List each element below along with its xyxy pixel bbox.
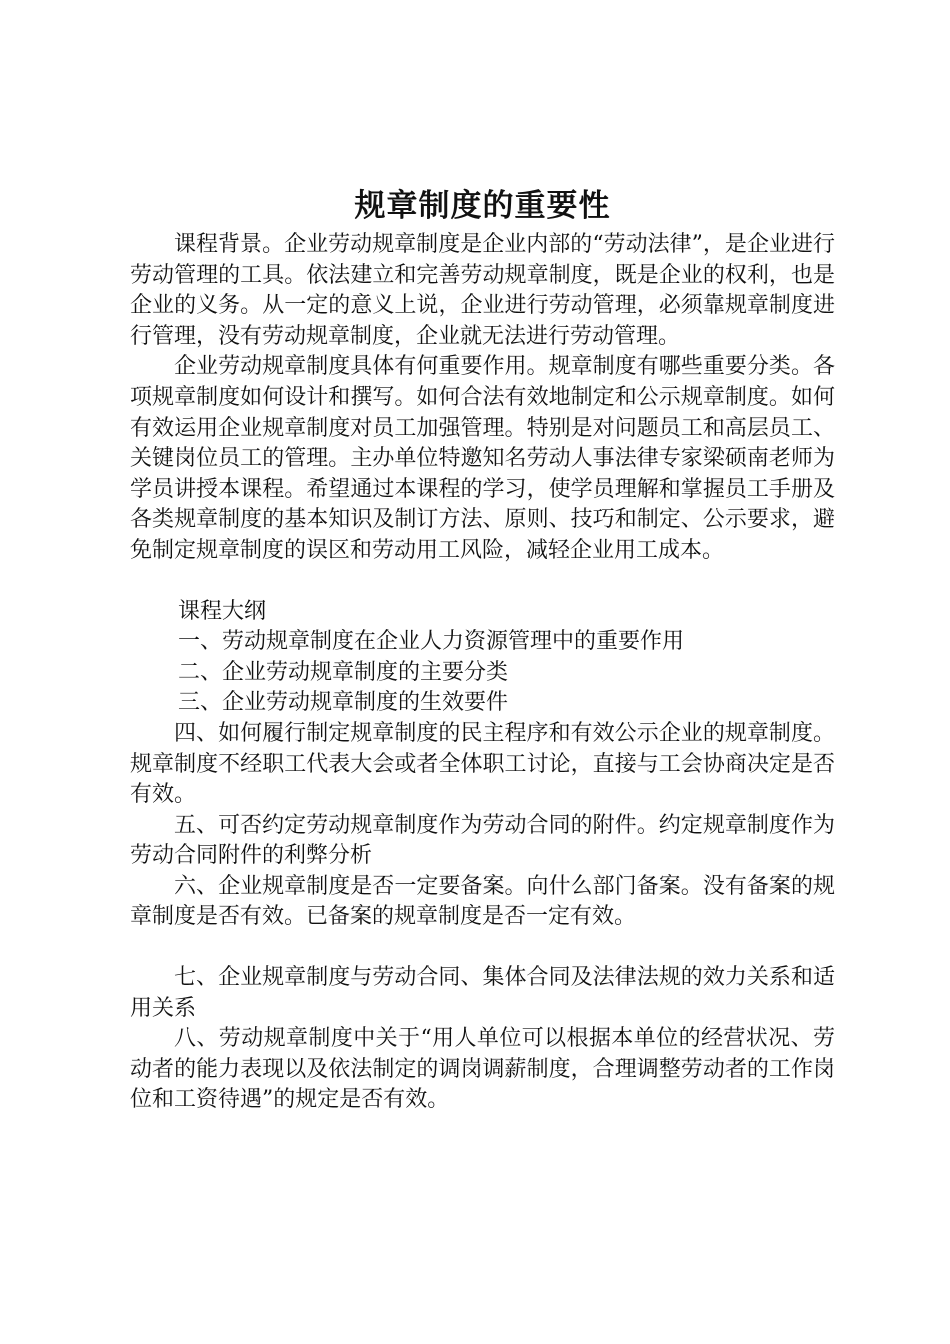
outline-item-1: 一、劳动规章制度在企业人力资源管理中的重要作用 bbox=[178, 629, 685, 655]
outline-item-4: 四、如何履行制定规章制度的民主程序和有效公示企业的规章制度。规章制度不经职工代表大会或者全体职工讨论，直接与工会协商决定是否有效。 bbox=[130, 720, 835, 808]
intro-paragraph-purpose: 企业劳动规章制度具体有何重要作用。规章制度有哪些重要分类。各项规章制度如何设计和撰写。如何合法有效地制定和公示规章制度。如何有效运用企业规章制度对员工加强管理。特别是对问题员工和高层员工、关键岗位员工的管理。主办单位特邀知名劳动人事法律专家梁硕南老师为学员讲授本课程。希望通过本课程的学习，使学员理解和掌握员工手册及各类规章制度的基本知识及制订方法、原则、技巧和制定、公示要求，避免制定规章制度的误区和劳动用工风险，减轻企业用工成本。 bbox=[130, 354, 835, 563]
outline-heading: 课程大纲 bbox=[178, 598, 267, 624]
outline-item-3: 三、企业劳动规章制度的生效要件 bbox=[178, 690, 509, 716]
paragraph-spacer bbox=[130, 567, 835, 597]
outline-item-6: 六、企业规章制度是否一定要备案。向什么部门备案。没有备案的规章制度是否有效。已备案的规章制度是否一定有效。 bbox=[130, 873, 835, 930]
document-page bbox=[130, 186, 835, 1116]
outline-item-5: 五、可否约定劳动规章制度作为劳动合同的附件。约定规章制度作为劳动合同附件的利弊分析 bbox=[130, 812, 835, 869]
paragraph-spacer bbox=[130, 933, 835, 963]
outline-item-2: 二、企业劳动规章制度的主要分类 bbox=[178, 659, 509, 685]
intro-paragraph-background: 课程背景。企业劳动规章制度是企业内部的“劳动法律”，是企业进行劳动管理的工具。依法建立和完善劳动规章制度，既是企业的权利，也是企业的义务。从一定的意义上说，企业进行劳动管理，必须靠规章制度进行管理，没有劳动规章制度，企业就无法进行劳动管理。 bbox=[130, 232, 835, 349]
outline-item-7: 七、企业规章制度与劳动合同、集体合同及法律法规的效力关系和适用关系 bbox=[130, 965, 835, 1021]
document-title: 规章制度的重要性 bbox=[354, 188, 611, 224]
outline-item-8: 八、劳动规章制度中关于“用人单位可以根据本单位的经营状况、劳动者的能力表现以及依法制定的调岗调薪制度，合理调整劳动者的工作岗位和工资待遇”的规定是否有效。 bbox=[130, 1026, 835, 1113]
